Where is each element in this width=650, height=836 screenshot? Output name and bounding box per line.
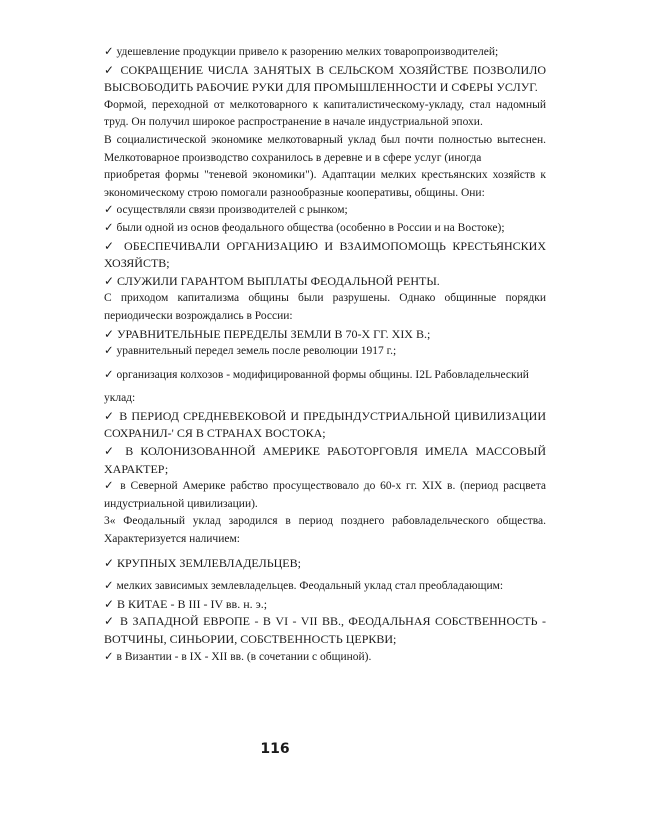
text-line: периодически возрождались в России: (104, 309, 293, 322)
text-line: Формой, переходной от мелкотоварного к капиталистическому-укладу, стал надомный (104, 98, 546, 111)
text-line: экономическому строю помогали разнообразные кооперативы, общины. Они: (104, 186, 485, 199)
page-number: 116 (260, 741, 290, 757)
document-page (104, 44, 546, 666)
text-line: Характеризуется наличием: (104, 533, 240, 546)
text-line: уклад: (104, 392, 136, 405)
text-line: В социалистической экономике мелкотоварный уклад был почти полностью вытеснен. (104, 133, 546, 146)
text-line: ✓ уравнительный передел земель после революции 1917 г.; (104, 345, 397, 358)
text-line: ✓ В ЗАПАДНОЙ ЕВРОПЕ - В VI - VII ВВ., ФЕОДАЛЬНАЯ СОБСТВЕННОСТЬ - (104, 614, 546, 629)
text-line: ✓ В ПЕРИОД СРЕДНЕВЕКОВОЙ И ПРЕДЫНДУСТРИАЛЬНОЙ ЦИВИЛИЗАЦИИ (104, 408, 546, 423)
text-line: ✓ СОКРАЩЕНИЕ ЧИСЛА ЗАНЯТЫХ В СЕЛЬСКОМ ХОЗЯЙСТВЕ ПОЗВОЛИЛО (104, 62, 546, 77)
text-line: ХАРАКТЕР; (104, 461, 169, 476)
text-line: ✓ КРУПНЫХ ЗЕМЛЕВЛАДЕЛЬЦЕВ; (104, 555, 301, 570)
text-line: приобретая формы "теневой экономики"). Адаптации мелких крестьянских хозяйств к (104, 169, 546, 182)
text-line: труд. Он получил широкое распространение в начале индустриальной эпохи. (104, 116, 483, 129)
text-line: ✓ организация колхозов - модифицированной формы общины. I2L Рабовладельческий (104, 368, 529, 381)
text-line: ВЫСВОБОДИТЬ РАБОЧИЕ РУКИ ДЛЯ ПРОМЫШЛЕННОСТИ И СФЕРЫ УСЛУГ. (104, 80, 538, 95)
text-line: 3« Феодальный уклад зародился в период позднего рабовладельческого общества. (104, 515, 546, 528)
text-line: ХОЗЯЙСТВ; (104, 256, 170, 271)
text-line: Мелкотоварное производство сохранилось в деревне и в сфере услуг (иногда (104, 151, 482, 164)
text-line: индустриальной цивилизации). (104, 497, 258, 510)
text-line: ✓ В КИТАЕ - В III - IV вв. н. э.; (104, 596, 268, 611)
text-line: СОХРАНИЛ-' СЯ В СТРАНАХ ВОСТОКА; (104, 426, 326, 441)
text-line: ✓ удешевление продукции привело к разорению мелких товаропроизводителей; (104, 46, 499, 58)
text-line: ✓ были одной из основ феодального общества (особенно в России и на Востоке); (104, 221, 505, 234)
text-line: ✓ СЛУЖИЛИ ГАРАНТОМ ВЫПЛАТЫ ФЕОДАЛЬНОЙ РЕНТЫ. (104, 273, 440, 288)
text-line: ✓ ОБЕСПЕЧИВАЛИ ОРГАНИЗАЦИЮ И ВЗАИМОПОМОЩЬ КРЕСТЬЯНСКИХ (104, 238, 546, 253)
text-line: ✓ осуществляли связи производителей с рынком; (104, 204, 348, 217)
text-line: ✓ УРАВНИТЕЛЬНЫЕ ПЕРЕДЕЛЫ ЗЕМЛИ В 70-Х ГГ. XIX В.; (104, 326, 431, 341)
text-line: ✓ в Византии - в IX - XII вв. (в сочетании с общиной). (104, 650, 372, 663)
text-line: ВОТЧИНЫ, СИНЬОРИИ, СОБСТВЕННОСТЬ ЦЕРКВИ; (104, 632, 397, 646)
text-line: С приходом капитализма общины были разрушены. Однако общинные порядки (104, 292, 546, 305)
text-line: ✓ В КОЛОНИЗОВАННОЙ АМЕРИКЕ РАБОТОРГОВЛЯ ИМЕЛА МАССОВЫЙ (104, 444, 546, 459)
text-line: ✓ в Северной Америке рабство просуществовало до 60-х гг. XIX в. (период расцвета (104, 480, 546, 493)
text-line: ✓ мелких зависимых землевладельцев. Феодальный уклад стал преобладающим: (104, 580, 504, 593)
